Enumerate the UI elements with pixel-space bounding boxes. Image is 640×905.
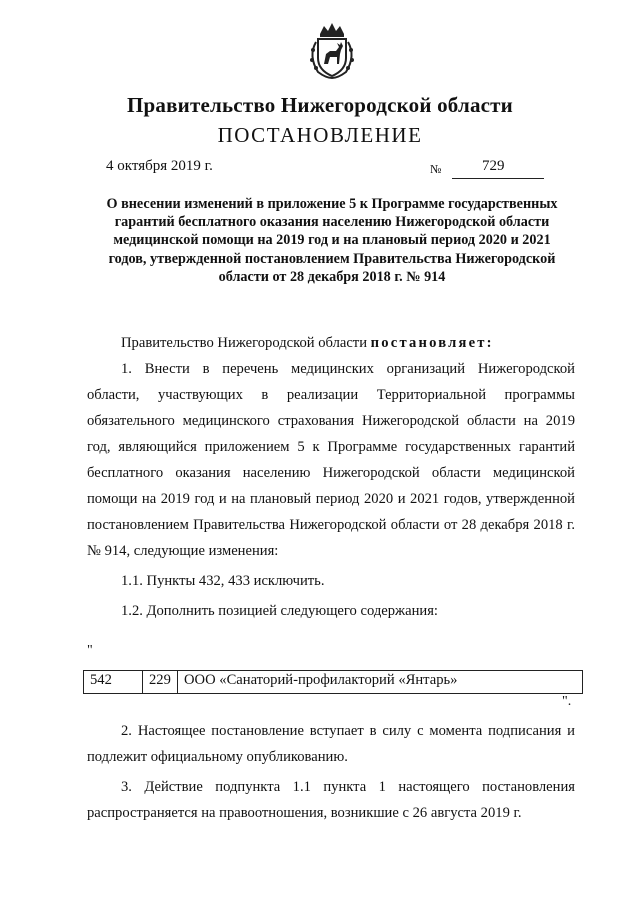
number-underline [452, 178, 544, 179]
paragraph-3: 3. Действие подпункта 1.1 пункта 1 настоящего постановления распространяется на правоотношения, возникшие с 26 августа 2019 г. [87, 779, 575, 821]
paragraph-2: 2. Настоящее постановление вступает в силу с момента подписания и подлежит официальному опубликованию. [87, 723, 575, 765]
table-cell-code: 229 [143, 671, 178, 694]
paragraph-1: 1. Внести в перечень медицинских организаций Нижегородской области, участвующих в реализации Территориальной программы обязательного медицинского страхования Нижегородской области на 2019 год, являющийся приложением 5 к Программе государственных гарантий бесплатного оказания населению Нижегородской области медицинской помощи на 2019 год и на плановый период 2020 и 2021 годов, утвержденной постановлением Правительства Нижегородской области от 28 декабря 2018 г. № 914, следующие изменения: [87, 361, 575, 559]
subparagraph-1-2: 1.2. Дополнить позицией следующего содержания: [121, 603, 438, 619]
document-subject: О внесении изменений в приложение 5 к Программе государственных гарантий бесплатного оказания населению Нижегородской области медицинской помощи на 2019 год и на плановый период 2020 и 2021 годов, утвержденной постановлением Правительства Нижегородской области от 28 декабря 2018 г. № 914 [106, 196, 558, 285]
document-body [87, 330, 575, 624]
number-sign: № [430, 162, 442, 176]
table-row [84, 671, 583, 694]
preamble-text: Правительство Нижегородской области [121, 335, 371, 351]
table-cell-number: 542 [84, 671, 143, 694]
preamble-decree: постановляет: [370, 335, 494, 351]
position-table [83, 670, 583, 694]
document-type: ПОСТАНОВЛЕНИЕ [217, 123, 423, 147]
coat-of-arms-emblem [306, 20, 358, 80]
preamble [87, 330, 575, 356]
document-number: 729 [482, 158, 505, 174]
table-cell-organization: ООО «Санаторий-профилакторий «Янтарь» [178, 671, 583, 694]
quote-close: ". [562, 694, 572, 709]
document-body-continued [87, 718, 575, 826]
quote-open: " [87, 643, 93, 658]
government-title: Правительство Нижегородской области [127, 93, 513, 117]
document-date: 4 октября 2019 г. [106, 158, 213, 174]
subparagraph-1-1: 1.1. Пункты 432, 433 исключить. [121, 573, 325, 589]
